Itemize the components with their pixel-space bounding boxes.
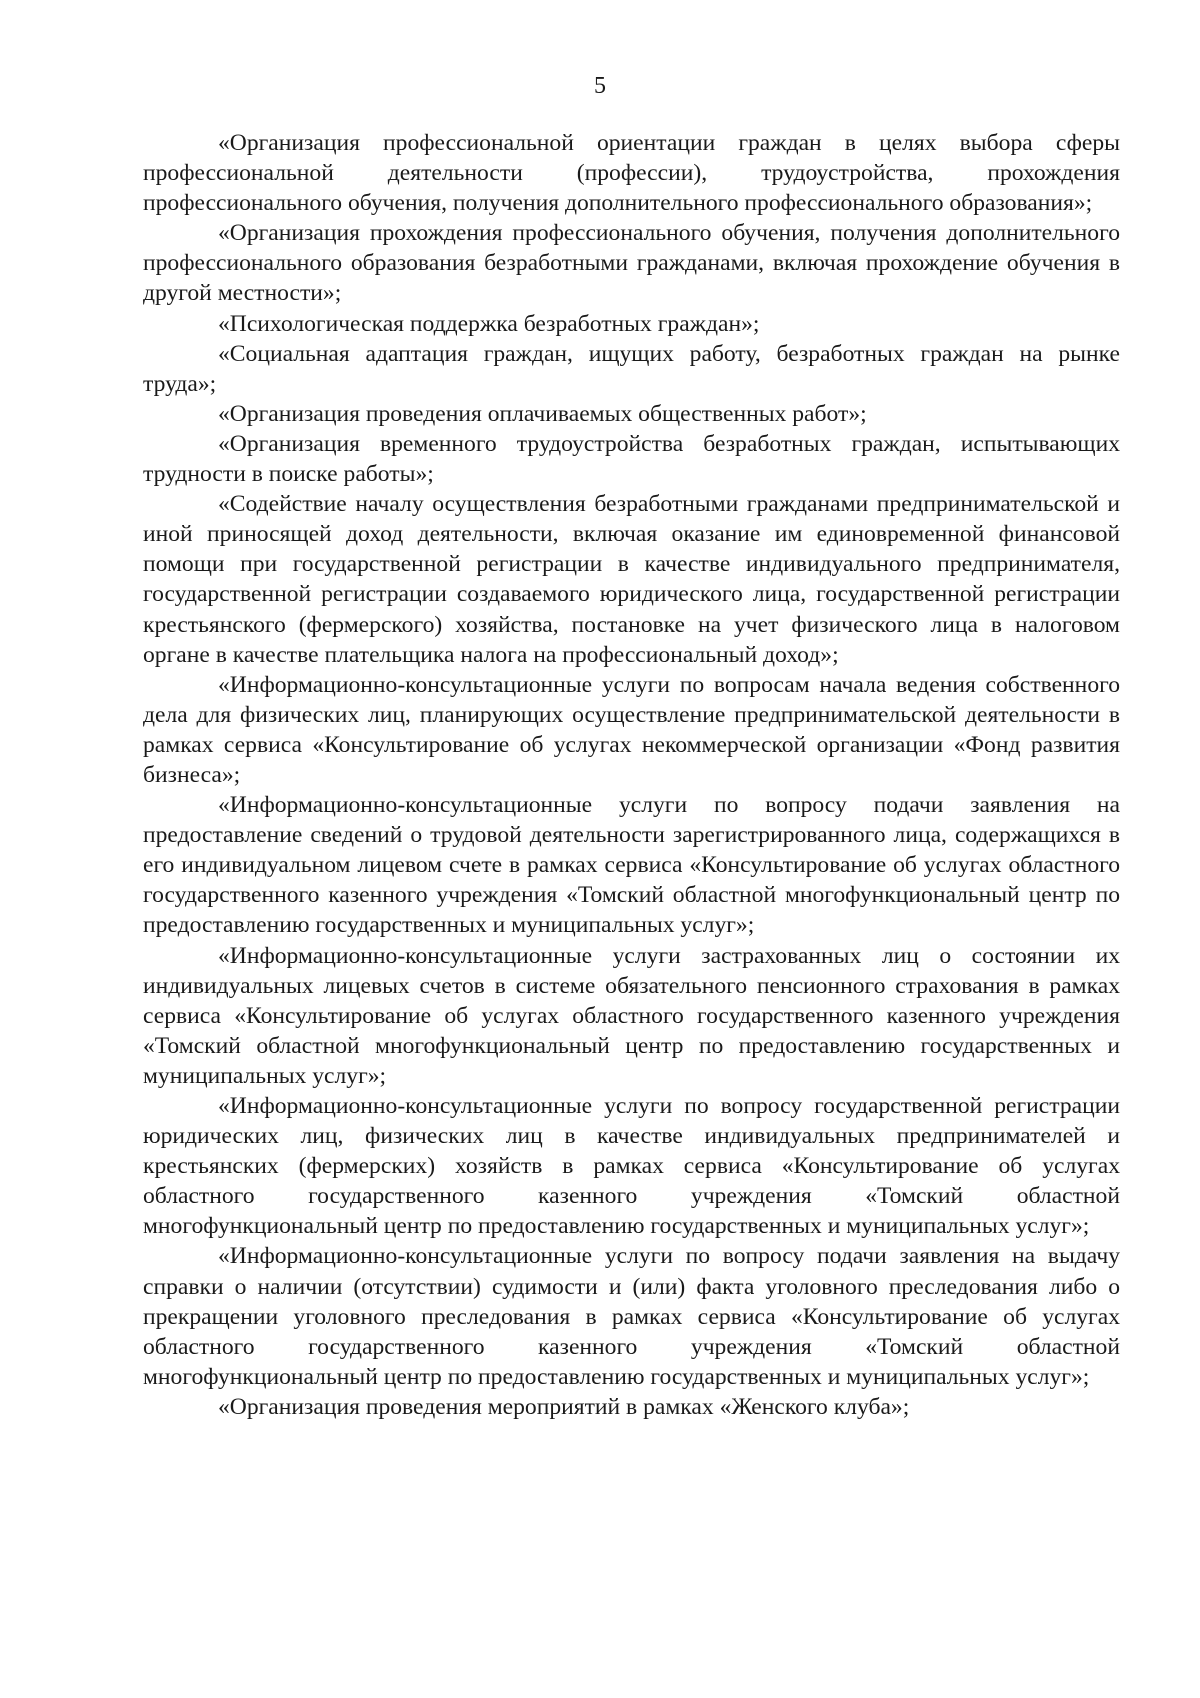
page-number: 5	[594, 73, 606, 99]
paragraph-vocational-training: «Организация прохождения профессионального обучения, получения дополнительного профессионального образования безработными гражданами, включая прохождение обучения в другой местности»;	[143, 220, 1120, 307]
paragraph-entrepreneurship-support: «Содействие началу осуществления безработными гражданами предпринимательской и иной приносящей доход деятельности, включая оказание им единовременной финансовой помощи при государственной регистрации в качестве индивидуального предпринимателя, государственной регистрации создаваемого юридического лица, государственной регистрации крестьянского (фермерского) хозяйства, постановке на учет физического лица в налоговом органе в качестве плательщика налога на профессиональный доход»;	[143, 491, 1120, 668]
document-body	[143, 128, 1120, 1422]
paragraph-social-adaptation: «Социальная адаптация граждан, ищущих работу, безработных граждан на рынке труда»;	[143, 340, 1120, 397]
paragraph-labor-activity-info: «Информационно-консультационные услуги по вопросу подачи заявления на предоставление сведений о трудовой деятельности зарегистрированного лица, содержащихся в его индивидуальном лицевом счете в рамках сервиса «Консультирование об услугах областного государственного казенного учреждения «Томский областной многофункциональный центр по предоставлению государственных и муниципальных услуг»;	[143, 792, 1120, 939]
paragraph-psychological-support: «Психологическая поддержка безработных граждан»;	[218, 310, 760, 337]
paragraph-temporary-employment: «Организация временного трудоустройства безработных граждан, испытывающих трудности в поиске работы»;	[143, 430, 1120, 488]
paragraph-womens-club: «Организация проведения мероприятий в рамках «Женского клуба»;	[218, 1393, 910, 1420]
paragraph-career-guidance: «Организация профессиональной ориентации граждан в целях выбора сферы профессиональной деятельности (профессии), трудоустройства, прохождения профессионального обучения, получения дополнительного профессионального образования»;	[143, 130, 1120, 217]
paragraph-pension-accounts-info: «Информационно-консультационные услуги застрахованных лиц о состоянии их индивидуальных лицевых счетов в системе обязательного пенсионного страхования в рамках сервиса «Консультирование об услугах областного государственного казенного учреждения «Томский областной многофункциональный центр по предоставлению государственных и муниципальных услуг»;	[143, 942, 1120, 1089]
paragraph-criminal-record-certificate: «Информационно-консультационные услуги по вопросу подачи заявления на выдачу справки о наличии (отсутствии) судимости и (или) факта уголовного преследования либо о прекращении уголовного преследования в рамках сервиса «Консультирование об услугах областного государственного казенного учреждения «Томский областной многофункциональный центр по предоставлению государственных и муниципальных услуг»;	[143, 1243, 1120, 1390]
paragraph-public-works: «Организация проведения оплачиваемых общественных работ»;	[218, 400, 867, 427]
paragraph-state-registration-info: «Информационно-консультационные услуги по вопросу государственной регистрации юридических лиц, физических лиц в качестве индивидуальных предпринимателей и крестьянских (фермерских) хозяйств в рамках сервиса «Консультирование об услугах областного государственного казенного учреждения «Томский областной многофункциональный центр по предоставлению государственных и муниципальных услуг»;	[143, 1093, 1120, 1240]
paragraph-business-consulting: «Информационно-консультационные услуги по вопросам начала ведения собственного дела для физических лиц, планирующих осуществление предпринимательской деятельности в рамках сервиса «Консультирование об услугах некоммерческой организации «Фонд развития бизнеса»;	[143, 671, 1120, 788]
